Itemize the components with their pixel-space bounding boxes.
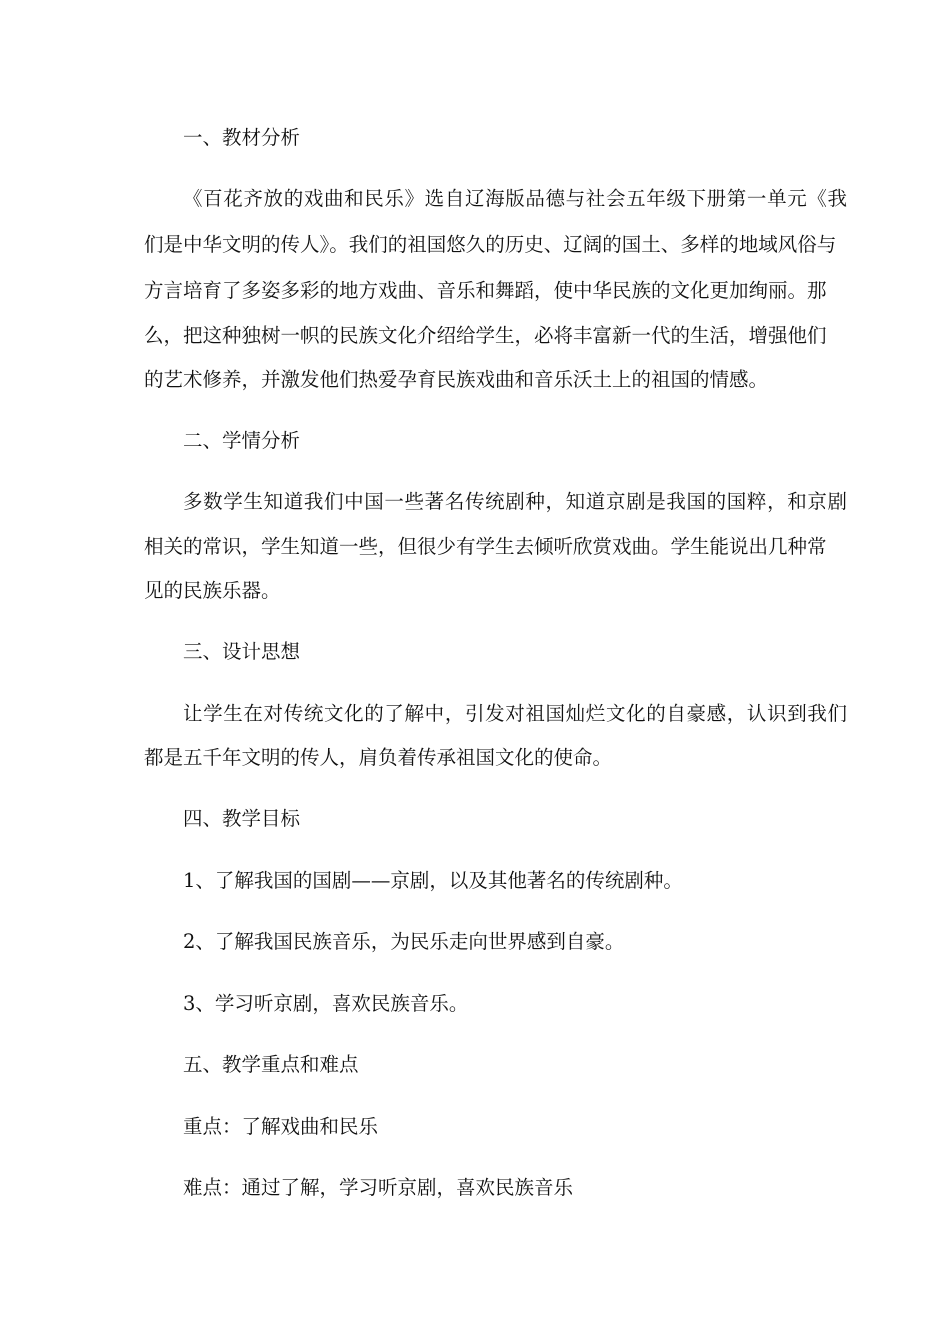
section-heading-4: 四、教学目标	[183, 807, 301, 830]
list-item: 1、了解我国的国剧——京剧，以及其他著名的传统剧种。	[183, 869, 683, 892]
paragraph-line: 让学生在对传统文化的了解中，引发对祖国灿烂文化的自豪感，认识到我们	[183, 702, 847, 725]
paragraph-line: 都是五千年文明的传人，肩负着传承祖国文化的使命。	[144, 746, 613, 769]
difficulty-point: 难点：通过了解，学习听京剧，喜欢民族音乐	[183, 1176, 574, 1199]
paragraph-line: 的艺术修养，并激发他们热爱孕育民族戏曲和音乐沃土上的祖国的情感。	[144, 368, 769, 391]
section-heading-5: 五、教学重点和难点	[183, 1053, 359, 1076]
paragraph-line: 《百花齐放的戏曲和民乐》选自辽海版品德与社会五年级下册第一单元《我	[183, 187, 847, 210]
paragraph-line: 多数学生知道我们中国一些著名传统剧种，知道京剧是我国的国粹，和京剧	[183, 490, 847, 513]
section-heading-1: 一、教材分析	[183, 126, 301, 149]
paragraph-line: 们是中华文明的传人》。我们的祖国悠久的历史、辽阔的国土、多样的地域风俗与	[144, 233, 837, 256]
key-point: 重点：了解戏曲和民乐	[183, 1115, 379, 1138]
paragraph-line: 相关的常识，学生知道一些，但很少有学生去倾听欣赏戏曲。学生能说出几种常	[144, 535, 827, 558]
paragraph-line: 见的民族乐器。	[144, 579, 281, 602]
paragraph-line: 么，把这种独树一帜的民族文化介绍给学生，必将丰富新一代的生活，增强他们	[144, 324, 827, 347]
document-page	[144, 0, 847, 1344]
section-heading-2: 二、学情分析	[183, 429, 301, 452]
list-item: 3、学习听京剧，喜欢民族音乐。	[183, 992, 469, 1015]
section-heading-3: 三、设计思想	[183, 640, 301, 663]
list-item: 2、了解我国民族音乐，为民乐走向世界感到自豪。	[183, 930, 625, 953]
paragraph-line: 方言培育了多姿多彩的地方戏曲、音乐和舞蹈，使中华民族的文化更加绚丽。那	[144, 279, 827, 302]
